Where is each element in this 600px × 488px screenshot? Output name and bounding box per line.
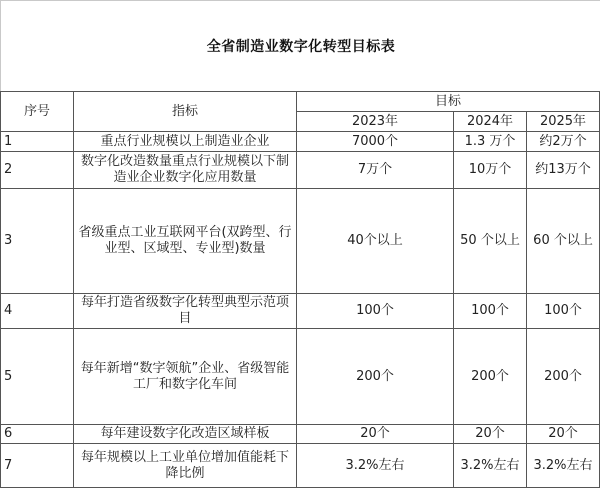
header-year-2024: 2024年 (454, 112, 527, 132)
row-value-2025: 100个 (527, 294, 600, 329)
row-value-2024: 20个 (454, 425, 527, 444)
header-index: 序号 (1, 92, 74, 132)
row-value-2025: 200个 (527, 329, 600, 425)
header-year-2023: 2023年 (297, 112, 454, 132)
row-value-2023: 100个 (297, 294, 454, 329)
row-value-2023: 3.2%左右 (297, 444, 454, 488)
row-value-2024: 1.3 万个 (454, 132, 527, 152)
row-value-2023: 20个 (297, 425, 454, 444)
row-value-2023: 40个以上 (297, 189, 454, 294)
header-target: 目标 (297, 92, 600, 112)
row-value-2024: 100个 (454, 294, 527, 329)
row-index: 5 (1, 329, 74, 425)
row-value-2024: 10万个 (454, 152, 527, 189)
row-indicator: 数字化改造数量重点行业规模以下制造业企业数字化应用数量 (74, 152, 297, 189)
row-index: 6 (1, 425, 74, 444)
table-row (1, 189, 600, 294)
row-index: 2 (1, 152, 74, 189)
row-indicator: 每年规模以上工业单位增加值能耗下降比例 (74, 444, 297, 488)
row-value-2024: 200个 (454, 329, 527, 425)
row-value-2024: 3.2%左右 (454, 444, 527, 488)
table-row (1, 294, 600, 329)
table-row (1, 444, 600, 488)
header-year-2025: 2025年 (527, 112, 600, 132)
header-row-1 (1, 92, 600, 112)
row-value-2023: 7万个 (297, 152, 454, 189)
table-row (1, 152, 600, 189)
row-index: 7 (1, 444, 74, 488)
row-value-2025: 20个 (527, 425, 600, 444)
row-index: 4 (1, 294, 74, 329)
row-value-2025: 60 个以上 (527, 189, 600, 294)
row-indicator: 每年建设数字化改造区域样板 (74, 425, 297, 444)
title-area (0, 0, 600, 91)
row-indicator: 每年新增“数字领航”企业、省级智能工厂和数字化车间 (74, 329, 297, 425)
targets-table (0, 91, 600, 488)
table-row (1, 132, 600, 152)
row-value-2025: 约13万个 (527, 152, 600, 189)
page-title: 全省制造业数字化转型目标表 (206, 39, 396, 55)
row-value-2025: 约2万个 (527, 132, 600, 152)
row-index: 3 (1, 189, 74, 294)
row-value-2024: 50 个以上 (454, 189, 527, 294)
row-value-2023: 200个 (297, 329, 454, 425)
row-indicator: 省级重点工业互联网平台(双跨型、行业型、区域型、专业型)数量 (74, 189, 297, 294)
row-index: 1 (1, 132, 74, 152)
row-indicator: 重点行业规模以上制造业企业 (74, 132, 297, 152)
header-indicator: 指标 (74, 92, 297, 132)
table-row (1, 425, 600, 444)
row-value-2023: 7000个 (297, 132, 454, 152)
table-row (1, 329, 600, 425)
row-indicator: 每年打造省级数字化转型典型示范项目 (74, 294, 297, 329)
row-value-2025: 3.2%左右 (527, 444, 600, 488)
